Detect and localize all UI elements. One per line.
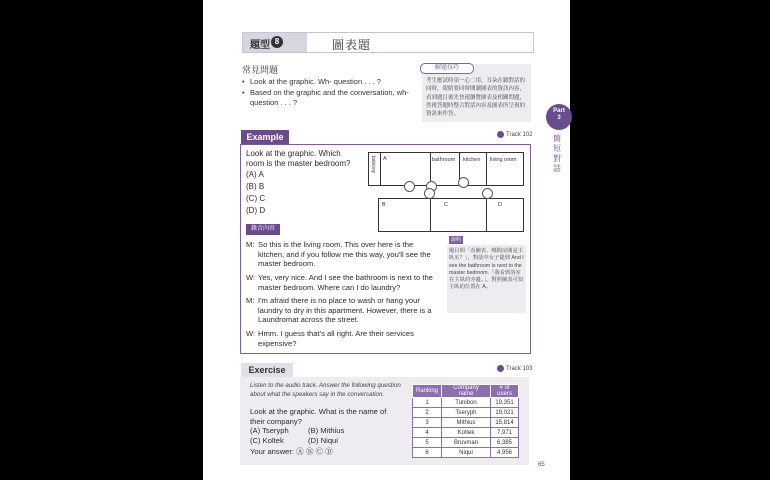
room-label-kitchen: kitchen <box>463 157 481 163</box>
question-type-number: 8 <box>271 36 283 48</box>
table-row <box>413 448 519 458</box>
door-icon <box>482 188 493 199</box>
table-row <box>413 418 519 428</box>
column-header: Ranking <box>413 385 442 398</box>
example-option-a: (A) A <box>246 170 264 179</box>
exercise-option-c: (C) Koltek <box>250 436 284 445</box>
part-tab-label <box>551 108 567 122</box>
exercise-track[interactable] <box>497 365 532 372</box>
table-row <box>413 438 519 448</box>
room-label-c: C <box>444 202 448 208</box>
cell-ranking: 2 <box>413 408 442 418</box>
room-label-bathroom: bathroom <box>432 157 456 163</box>
section-title-vertical: 簡短對話 <box>553 134 561 173</box>
example-track[interactable] <box>497 131 532 138</box>
cell-ranking: 6 <box>413 448 442 458</box>
dialogue-text: Hmm. I guess that's all right. Are their services expensive? <box>258 329 414 348</box>
question-type-label: 題型 <box>250 40 270 51</box>
exercise-option-a: (A) Tseryph <box>250 426 289 435</box>
dialogue-line <box>246 296 438 325</box>
cell-ranking: 1 <box>413 398 442 408</box>
example-question: Look at the graphic. Which room is the master bedroom? <box>246 149 351 168</box>
cell-company: Niqui <box>442 448 491 458</box>
speaker: M: <box>246 240 255 249</box>
room-label-living: living room <box>490 157 517 163</box>
cell-users: 7,971 <box>491 428 519 438</box>
dialogue-line <box>246 273 438 292</box>
cell-ranking: 5 <box>413 438 442 448</box>
room-label-a: A <box>383 156 387 162</box>
speaker: W: <box>246 329 256 338</box>
question-type-title: 圖表題 <box>332 38 372 52</box>
speaker: W: <box>246 273 256 282</box>
cell-company: Tunibon <box>442 398 491 408</box>
faq-title: 常見問題 <box>242 65 279 75</box>
door-icon <box>404 181 415 192</box>
dialogue-text: Yes, very nice. And I see the bathroom is next to the master bedroom. Where can I do laundry? <box>258 273 433 292</box>
door-icon <box>424 188 435 199</box>
recording-badge: 錄音內容 <box>246 224 280 235</box>
audio-disc-icon <box>497 365 504 372</box>
dialogue-line <box>246 240 438 269</box>
exercise-instructions: Listen to the audio track. Answer the following question about what the speakers say in the conversation. <box>250 382 401 398</box>
speaker: M: <box>246 296 255 305</box>
cell-company: Koltek <box>442 428 491 438</box>
part-number: 3 <box>557 115 561 121</box>
cell-users: 19,351 <box>491 398 519 408</box>
example-badge: Example <box>241 130 289 144</box>
cell-company: Bruvman <box>442 438 491 448</box>
exercise-option-d: (D) Niqui <box>308 436 338 445</box>
example-option-b: (B) B <box>246 182 265 191</box>
table-row <box>413 428 519 438</box>
room-label-d: D <box>498 202 502 208</box>
example-option-d: (D) D <box>246 206 266 215</box>
door-icon <box>458 177 469 188</box>
exercise-option-b: (B) Mithius <box>308 426 345 435</box>
note-text: 題目問「看圖表，哪間房間是主臥室？」，對話中女子提到 And I see the bathroom is next to the master bedroom.「我看到浴室在主臥的旁邊。」，對照圖表可知主臥的位置在 A。 <box>449 248 524 291</box>
floor-plan <box>368 152 526 234</box>
room-label-balcony: balcony <box>370 156 376 174</box>
dialogue-text: So this is the living room. This over here is the kitchen, and if you follow me this way, you'll see the master bedroom. <box>258 240 431 269</box>
table-row <box>413 398 519 408</box>
ranking-table <box>412 384 519 458</box>
cell-users: 4,956 <box>491 448 519 458</box>
tip-badge: 解題技巧 <box>420 63 474 74</box>
cell-users: 6,385 <box>491 438 519 448</box>
note-badge: 說明 <box>450 237 461 243</box>
part-word: Part <box>553 108 565 114</box>
column-header: # of users <box>491 385 519 398</box>
column-header: Company name <box>442 385 491 398</box>
exercise-track-label: Track 103 <box>506 366 533 373</box>
room-c <box>430 198 487 232</box>
dialogue-text: I'm afraid there is no place to wash or hang your laundry to dry in this apartment. However, there is a Laundromat across the street. <box>258 296 432 325</box>
exercise-badge: Exercise <box>241 363 293 377</box>
faq-item: • Based on the graphic and the conversation, wh- question . . . ? <box>242 88 417 108</box>
exercise-question: Look at the graphic. What is the name of their company? <box>250 407 387 426</box>
audio-disc-icon <box>497 131 504 138</box>
cell-ranking: 4 <box>413 428 442 438</box>
page-number: 65 <box>538 462 545 468</box>
cell-ranking: 3 <box>413 418 442 428</box>
dialogue-line <box>246 329 438 348</box>
table-header-row <box>413 385 519 398</box>
cell-users: 15,814 <box>491 418 519 428</box>
answer-choices[interactable]: Your answer: Ⓐ Ⓑ Ⓒ Ⓓ <box>250 447 333 456</box>
cell-users: 19,021 <box>491 408 519 418</box>
question-type-header <box>242 32 534 53</box>
table-row <box>413 408 519 418</box>
example-track-label: Track 102 <box>506 132 533 139</box>
room-d <box>486 198 524 232</box>
room-label-b: B <box>382 202 386 208</box>
example-option-c: (C) C <box>246 194 266 203</box>
faq-item: • Look at the graphic. Wh- question . . . ? <box>242 77 417 87</box>
tip-text: 考生應試時須一心二用，耳朵在聽對話的同時，眼睛要同時閱讀圖表的資訊內容，看到題目後先快速瀏覽圖表及相關問題，然後答題時整合對話內容及圖表所呈現的資訊來作答。 <box>426 78 526 118</box>
cell-company: Mithius <box>442 418 491 428</box>
cell-company: Tseryph <box>442 408 491 418</box>
faq-list <box>242 77 417 109</box>
